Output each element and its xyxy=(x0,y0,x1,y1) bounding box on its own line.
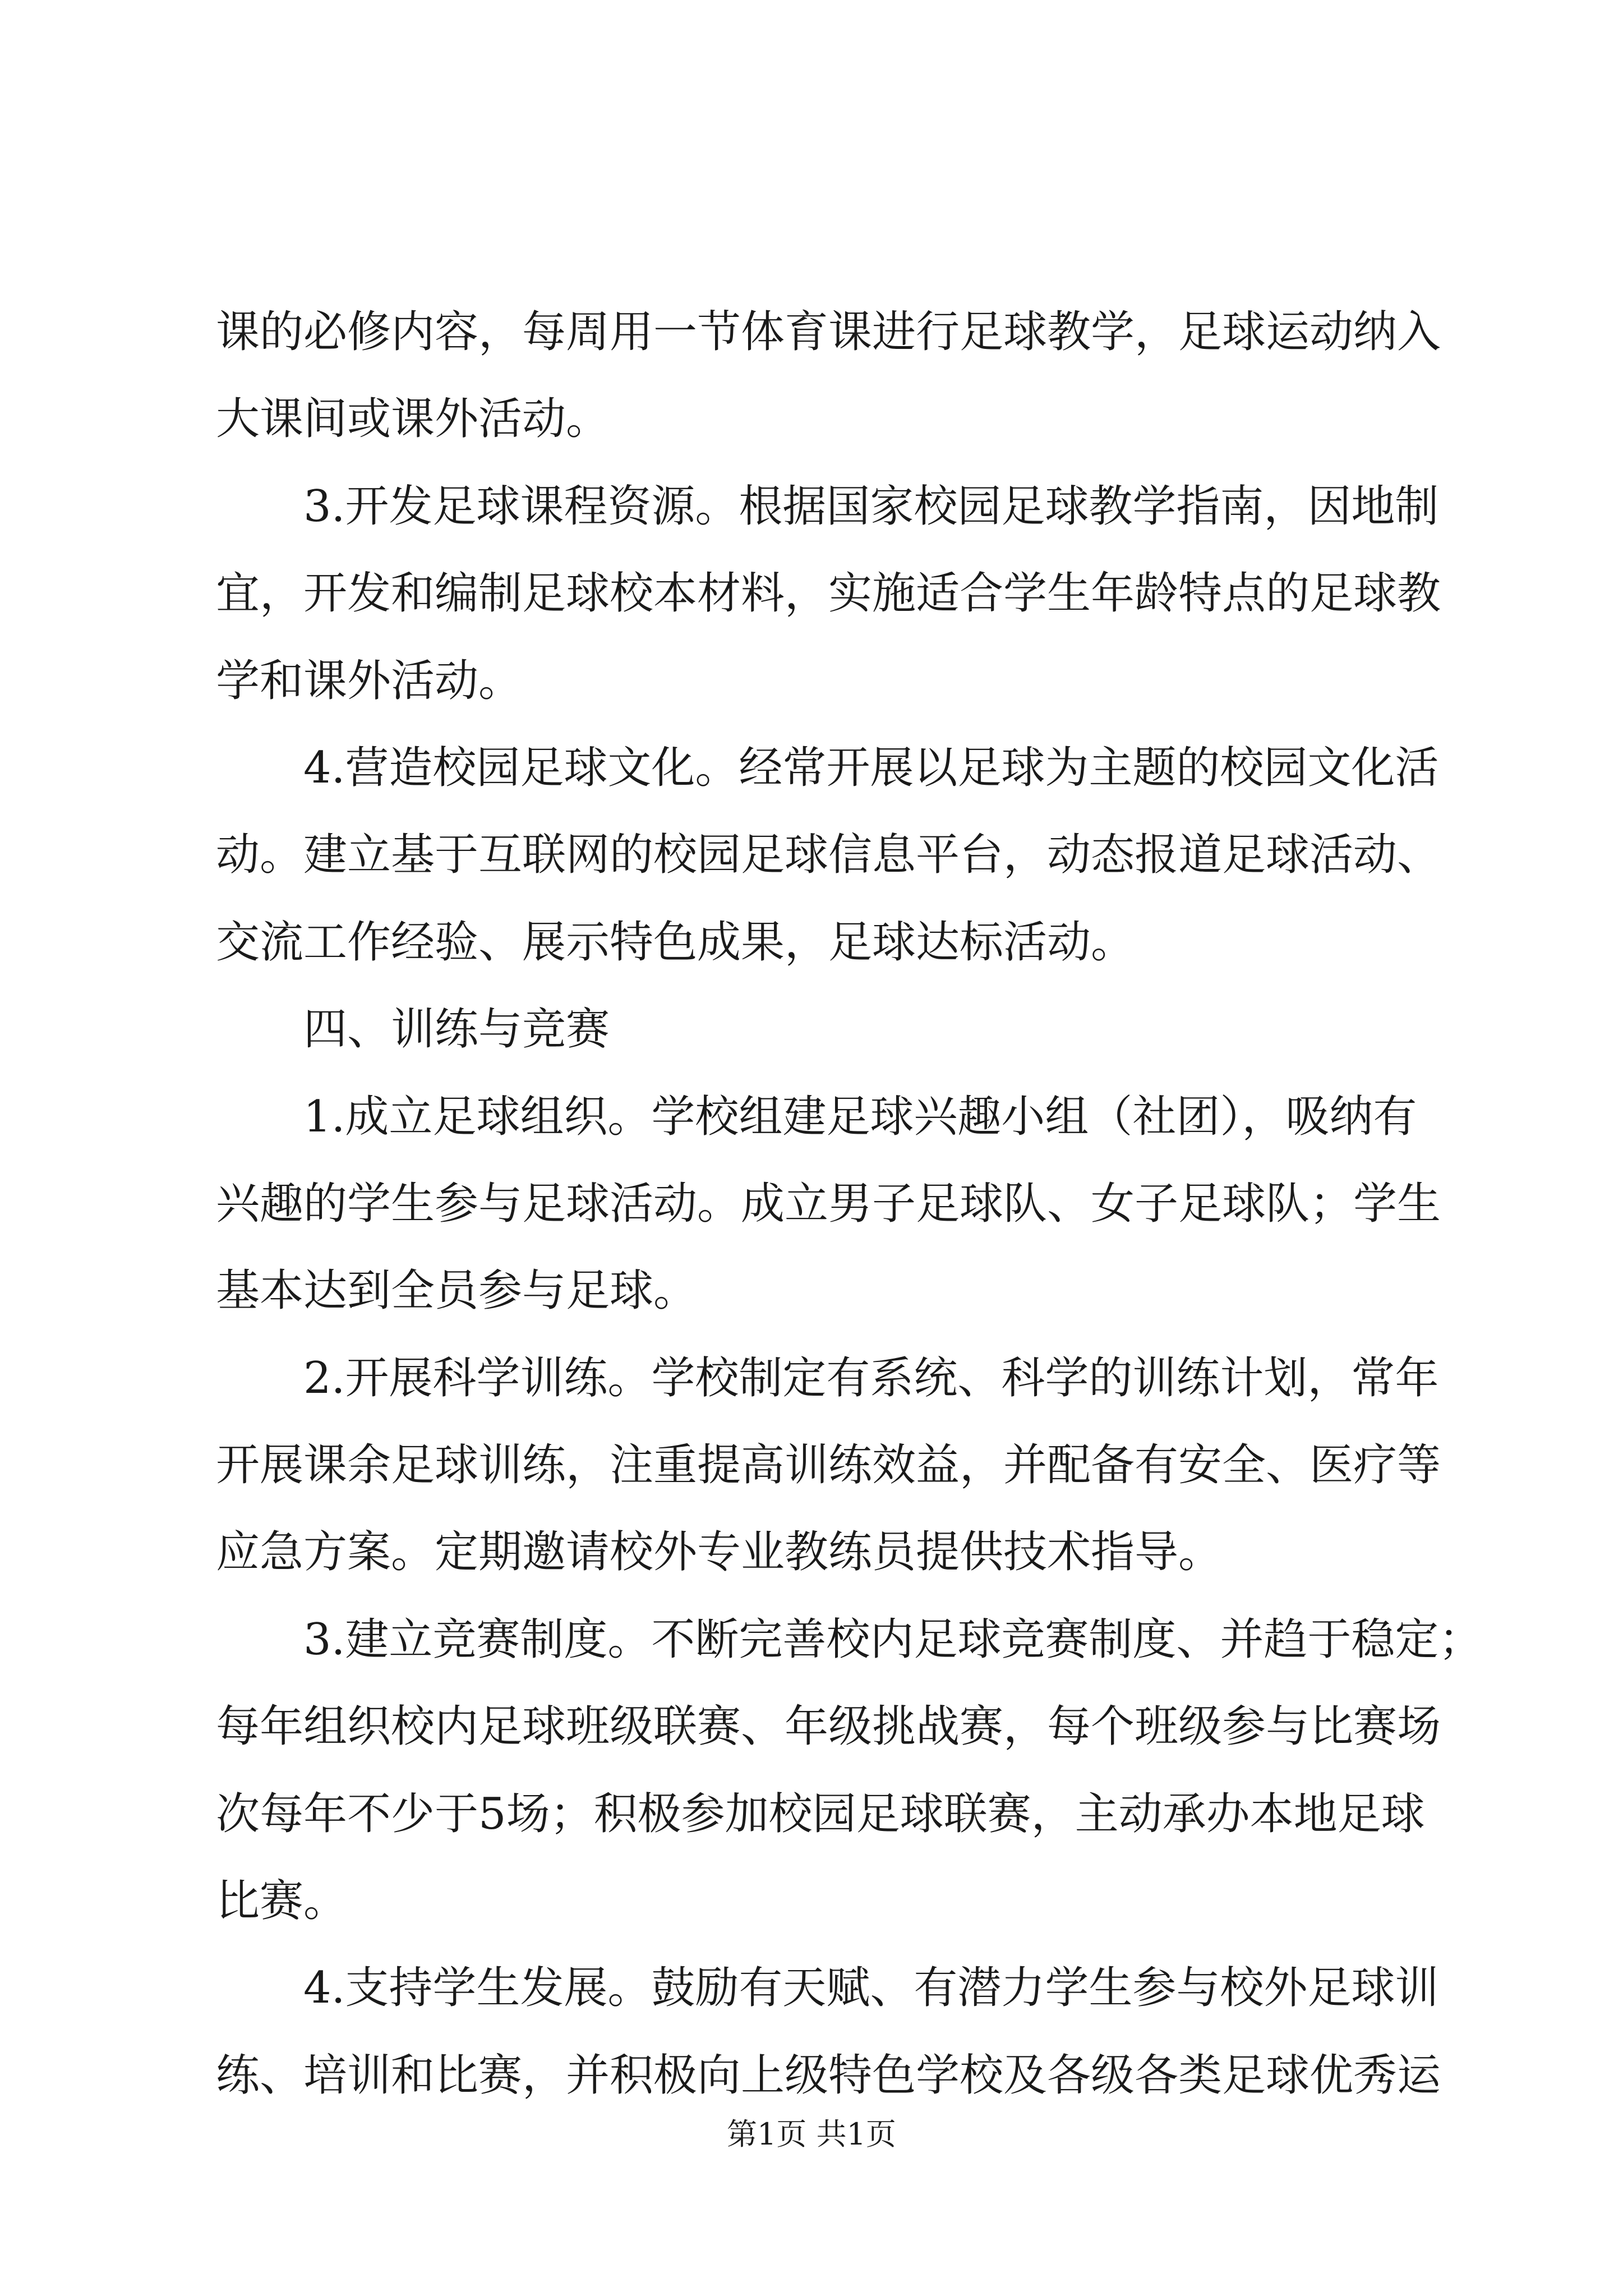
text-line: 1.成立足球组织。学校组建足球兴趣小组（社团），吸纳有 xyxy=(303,1091,1417,1142)
page-footer: 第1页 共1页 xyxy=(727,2116,896,2152)
section-heading: 四、训练与竞赛 xyxy=(303,1004,610,1055)
text-line: 2.开展科学训练。学校制定有系统、科学的训练计划，常年 xyxy=(303,1352,1439,1404)
body-text xyxy=(216,289,1483,2119)
text-line: 开展课余足球训练，注重提高训练效益，并配备有安全、医疗等 xyxy=(216,1440,1441,1491)
text-line: 基本达到全员参与足球。 xyxy=(216,1266,698,1317)
text-line: 课的必修内容，每周用一节体育课进行足球教学，足球运动纳入 xyxy=(216,307,1441,357)
text-line: 比赛。 xyxy=(216,1876,348,1927)
text-line: 应急方案。定期邀请校外专业教练员提供技术指导。 xyxy=(216,1527,1223,1578)
text-line: 学和课外活动。 xyxy=(216,655,523,706)
text-line: 4.支持学生发展。鼓励有天赋、有潜力学生参与校外足球训 xyxy=(303,1963,1439,2014)
text-line: 宜，开发和编制足球校本材料，实施适合学生年龄特点的足球教 xyxy=(216,568,1441,619)
text-line: 3.建立竞赛制度。不断完善校内足球竞赛制度、并趋于稳定； xyxy=(303,1614,1483,1665)
text-line: 3.开发足球课程资源。根据国家校园足球教学指南，因地制 xyxy=(303,481,1439,532)
text-line: 4.营造校园足球文化。经常开展以足球为主题的校园文化活 xyxy=(303,742,1439,793)
text-line: 次每年不少于5场；积极参加校园足球联赛，主动承办本地足球 xyxy=(216,1788,1425,1839)
text-line: 交流工作经验、展示特色成果，足球达标活动。 xyxy=(216,917,1135,968)
text-line: 大课间或课外活动。 xyxy=(216,394,610,445)
text-line: 兴趣的学生参与足球活动。成立男子足球队、女子足球队；学生 xyxy=(216,1178,1441,1229)
text-line: 练、培训和比赛，并积极向上级特色学校及各级各类足球优秀运 xyxy=(216,2050,1441,2101)
text-line: 每年组织校内足球班级联赛、年级挑战赛，每个班级参与比赛场 xyxy=(216,1701,1441,1752)
text-line: 动。建立基于互联网的校园足球信息平台，动态报道足球活动、 xyxy=(216,830,1441,881)
